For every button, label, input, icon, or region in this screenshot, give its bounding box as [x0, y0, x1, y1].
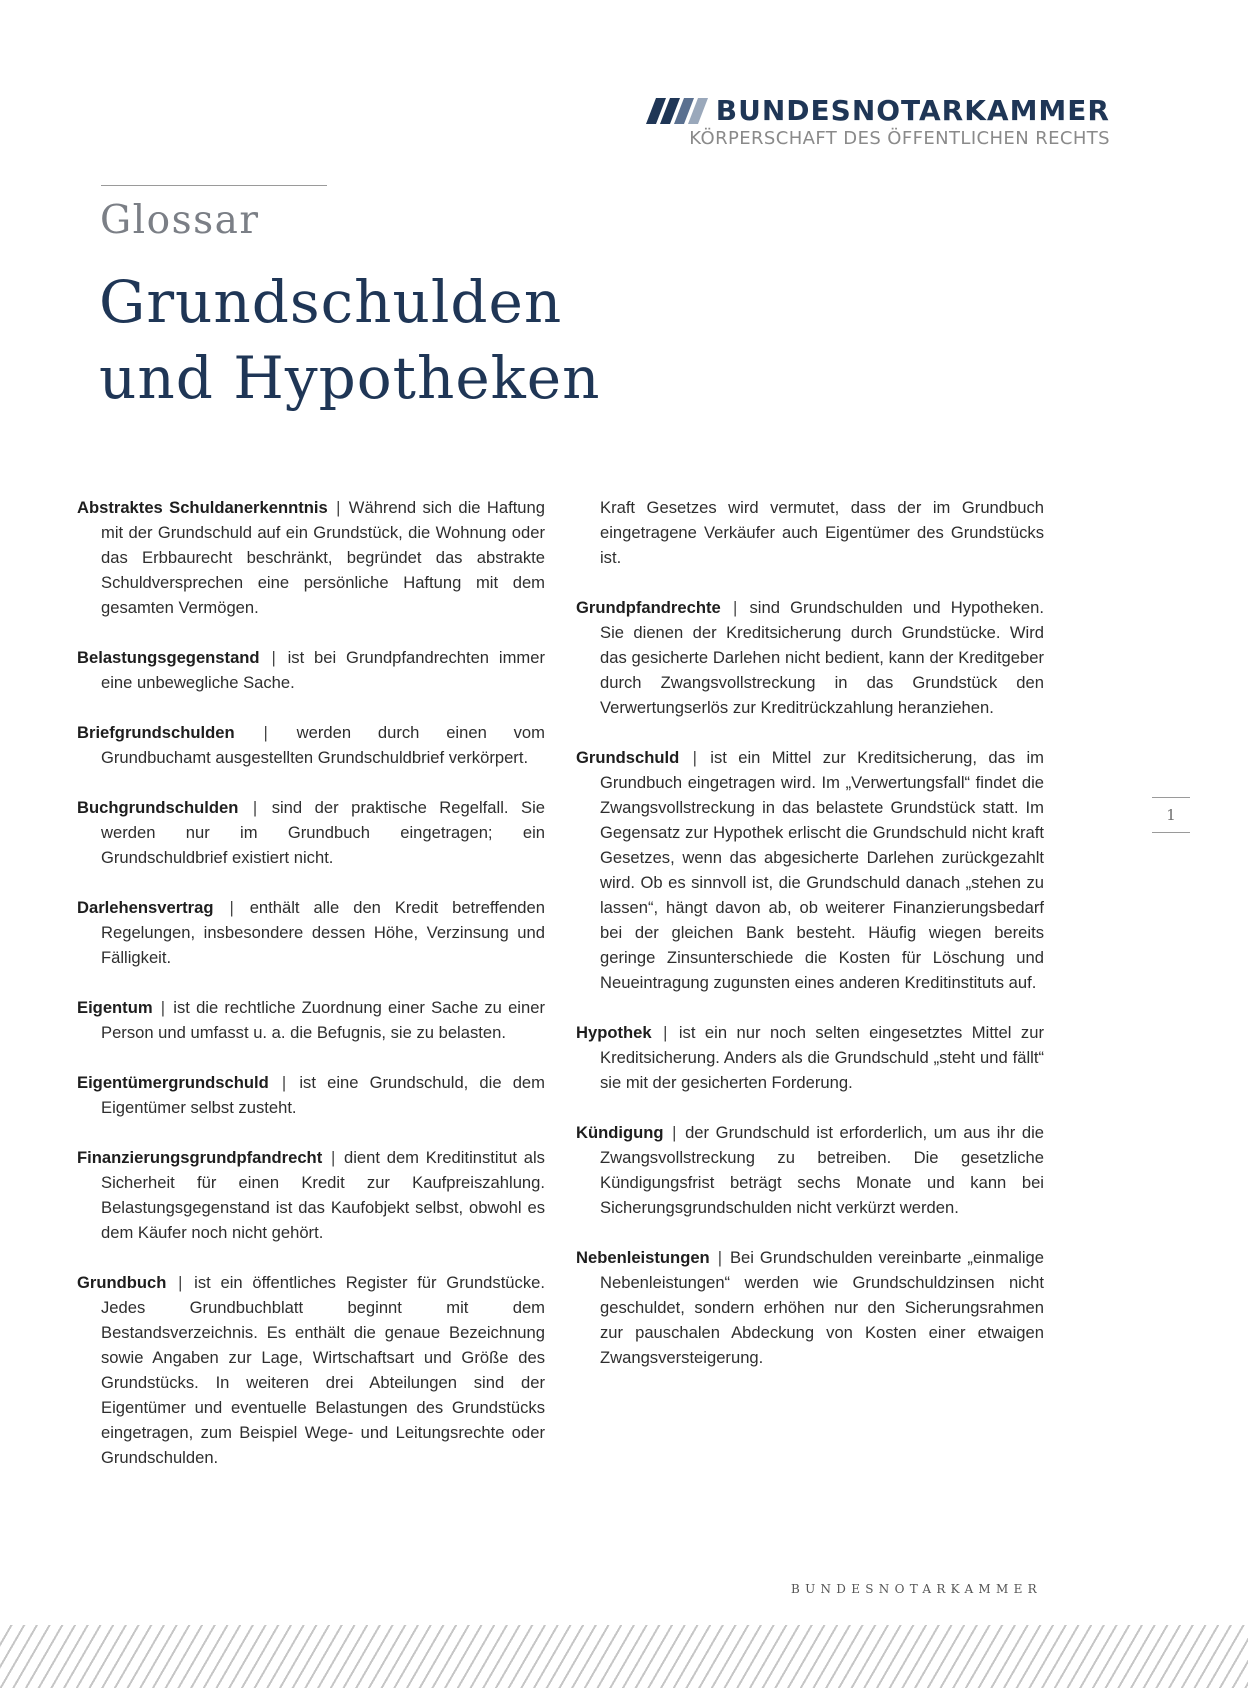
title-line-1: Grundschulden [99, 268, 563, 336]
page-number-rule-bottom [1152, 832, 1190, 833]
glossary-column-right [576, 495, 1044, 1395]
entry-text: ist bei Grundpfandrechten immer eine unbewegliche Sache. [101, 648, 545, 692]
term-separator: | [692, 748, 697, 767]
glossary-column-left [77, 495, 545, 1495]
term-separator: | [252, 798, 258, 817]
term-separator: | [336, 498, 341, 517]
footer-brand: BUNDESNOTARKAMMER [790, 1582, 1042, 1596]
entry-term: Grundpfandrechte [576, 598, 721, 617]
title-line-2: und Hypotheken [99, 344, 601, 412]
term-separator: | [732, 598, 738, 617]
glossary-entry [576, 595, 1044, 720]
entry-term: Eigentümergrundschuld [77, 1073, 269, 1092]
entry-text: enthält alle den Kredit betreffenden Regelungen, insbesondere dessen Höhe, Verzinsung und Fälligkeit. [101, 898, 545, 967]
entry-term: Hypothek [576, 1023, 652, 1042]
entry-term: Darlehensvertrag [77, 898, 214, 917]
entry-term: Nebenleistungen [576, 1248, 710, 1267]
entry-text: Während sich die Haftung mit der Grundschuld auf ein Grundstück, die Wohnung oder das Erbbaurecht beschränkt, begründet das abstrakte Schuldversprechen eine persönliche Haftung mit dem gesamten Vermögen. [101, 498, 545, 617]
glossary-entry [576, 1245, 1044, 1370]
entry-text: ist eine Grundschuld, die dem Eigentümer selbst zusteht. [101, 1073, 545, 1117]
glossary-entry [77, 795, 545, 870]
term-separator: | [178, 1273, 183, 1292]
entry-text: ist die rechtliche Zuordnung einer Sache zu einer Person und umfasst u. a. die Befugnis, sie zu belasten. [101, 998, 545, 1042]
page-number: 1 [1166, 806, 1176, 824]
glossary-entry [77, 720, 545, 770]
glossary-entry [576, 1020, 1044, 1095]
term-separator: | [672, 1123, 677, 1142]
page-title [99, 264, 600, 416]
term-separator: | [330, 1148, 336, 1167]
glossary-entry [77, 1145, 545, 1245]
glossary-entry [77, 645, 545, 695]
glossary-entry [77, 495, 545, 620]
entry-term: Buchgrundschulden [77, 798, 239, 817]
org-name: BUNDESNOTARKAMMER [715, 94, 1110, 127]
entry-text: der Grundschuld ist erforderlich, um aus ihr die Zwangsvollstreckung zu betreiben. Die gesetzliche Kündigungsfrist beträgt sechs Monate und kann bei Sicherungsgrundschulden nicht verkürzt werden. [600, 1123, 1044, 1217]
entry-term: Grundbuch [77, 1273, 167, 1292]
footer-hatch-pattern [0, 1625, 1248, 1688]
kicker-rule [101, 185, 327, 186]
entry-term: Belastungsgegenstand [77, 648, 260, 667]
kicker: Glossar [100, 198, 260, 243]
header-logo [610, 96, 1110, 149]
entry-text: ist ein Mittel zur Kreditsicherung, das im Grundbuch eingetragen wird. Im „Verwertungsfall“ findet die Zwangsvollstreckung in das belastete Grundstück statt. Im Gegensatz zur Hypothek erlischt die Grundschuld nicht kraft Gesetzes, wenn das abgesicherte Darlehen zurückgezahlt wird. Ob es sinnvoll ist, die Grundschuld danach „stehen zu lassen“, hängt davon ab, ob weiterer Finanzierungsbedarf bei der gleichen Bank besteht. Häufig wiegen bereits geringe Zinsunterschiede die Kosten für Löschung und Neueintragung zugunsten eines anderen Kreditinstituts auf. [600, 748, 1044, 992]
org-subtitle: KÖRPERSCHAFT DES ÖFFENTLICHEN RECHTS [689, 128, 1110, 149]
diagonal-stripes-logo-icon [646, 98, 708, 124]
entry-text: sind der praktische Regelfall. Sie werden nur im Grundbuch eingetragen; ein Grundschuldbrief existiert nicht. [101, 798, 545, 867]
glossary-entry [77, 995, 545, 1045]
entry-text: ist ein nur noch selten eingesetztes Mittel zur Kreditsicherung. Anders als die Grundschuld „steht und fällt“ sie mit der gesicherten Forderung. [600, 1023, 1044, 1092]
entry-text: werden durch einen vom Grundbuchamt ausgestellten Grundschuldbrief verkörpert. [101, 723, 545, 767]
glossary-entry [576, 745, 1044, 995]
logo-row [610, 96, 1110, 126]
glossary-entry [576, 1120, 1044, 1220]
entry-text: sind Grundschulden und Hypotheken. Sie dienen der Kreditsicherung durch Grundstücke. Wird das gesicherte Darlehen nicht bedient, kann der Kreditgeber durch Zwangsvollstreckung in das Grundstück den Verwertungserlös zur Kreditrückzahlung heranziehen. [600, 598, 1044, 717]
term-separator: | [717, 1248, 722, 1267]
entry-term: Briefgrundschulden [77, 723, 235, 742]
term-separator: | [229, 898, 234, 917]
page-number-marker [1152, 797, 1190, 833]
entry-continuation: Kraft Gesetzes wird vermutet, dass der im Grundbuch eingetragene Verkäufer auch Eigentümer des Grundstücks ist. [600, 498, 1044, 567]
term-separator: | [160, 998, 166, 1017]
entry-term: Finanzierungsgrundpfandrecht [77, 1148, 323, 1167]
entry-text: ist ein öffentliches Register für Grundstücke. Jedes Grundbuchblatt beginnt mit dem Bestandsverzeichnis. Es enthält die genaue Bezeichnung sowie Angaben zur Lage, Wirtschaftsart und Größe des Grundstücks. In weiteren drei Abteilungen sind der Eigentümer und eventuelle Belastungen des Grundstücks eingetragen, zum Beispiel Wege- und Leitungsrechte oder Grundschulden. [101, 1273, 545, 1467]
entry-term: Eigentum [77, 998, 153, 1017]
entry-text: Bei Grundschulden vereinbarte „einmalige Nebenleistungen“ werden wie Grundschuldzinsen nicht geschuldet, sondern erhöhen nur den Sicherungsrahmen zur pauschalen Abdeckung von Kosten einer etwaigen Zwangsversteigerung. [600, 1248, 1044, 1367]
glossary-entry [77, 1270, 545, 1470]
entry-term: Abstraktes Schuldanerkenntnis [77, 498, 328, 517]
term-separator: | [281, 1073, 287, 1092]
glossary-entry [77, 1070, 545, 1120]
entry-term: Grundschuld [576, 748, 680, 767]
term-separator: | [263, 723, 268, 742]
term-separator: | [663, 1023, 668, 1042]
glossary-entry [77, 895, 545, 970]
term-separator: | [271, 648, 276, 667]
entry-term: Kündigung [576, 1123, 664, 1142]
entry-text: dient dem Kreditinstitut als Sicherheit für einen Kredit zur Kaufpreiszahlung. Belastungsgegenstand ist das Kaufobjekt selbst, obwohl es dem Käufer noch nicht gehört. [101, 1148, 545, 1242]
